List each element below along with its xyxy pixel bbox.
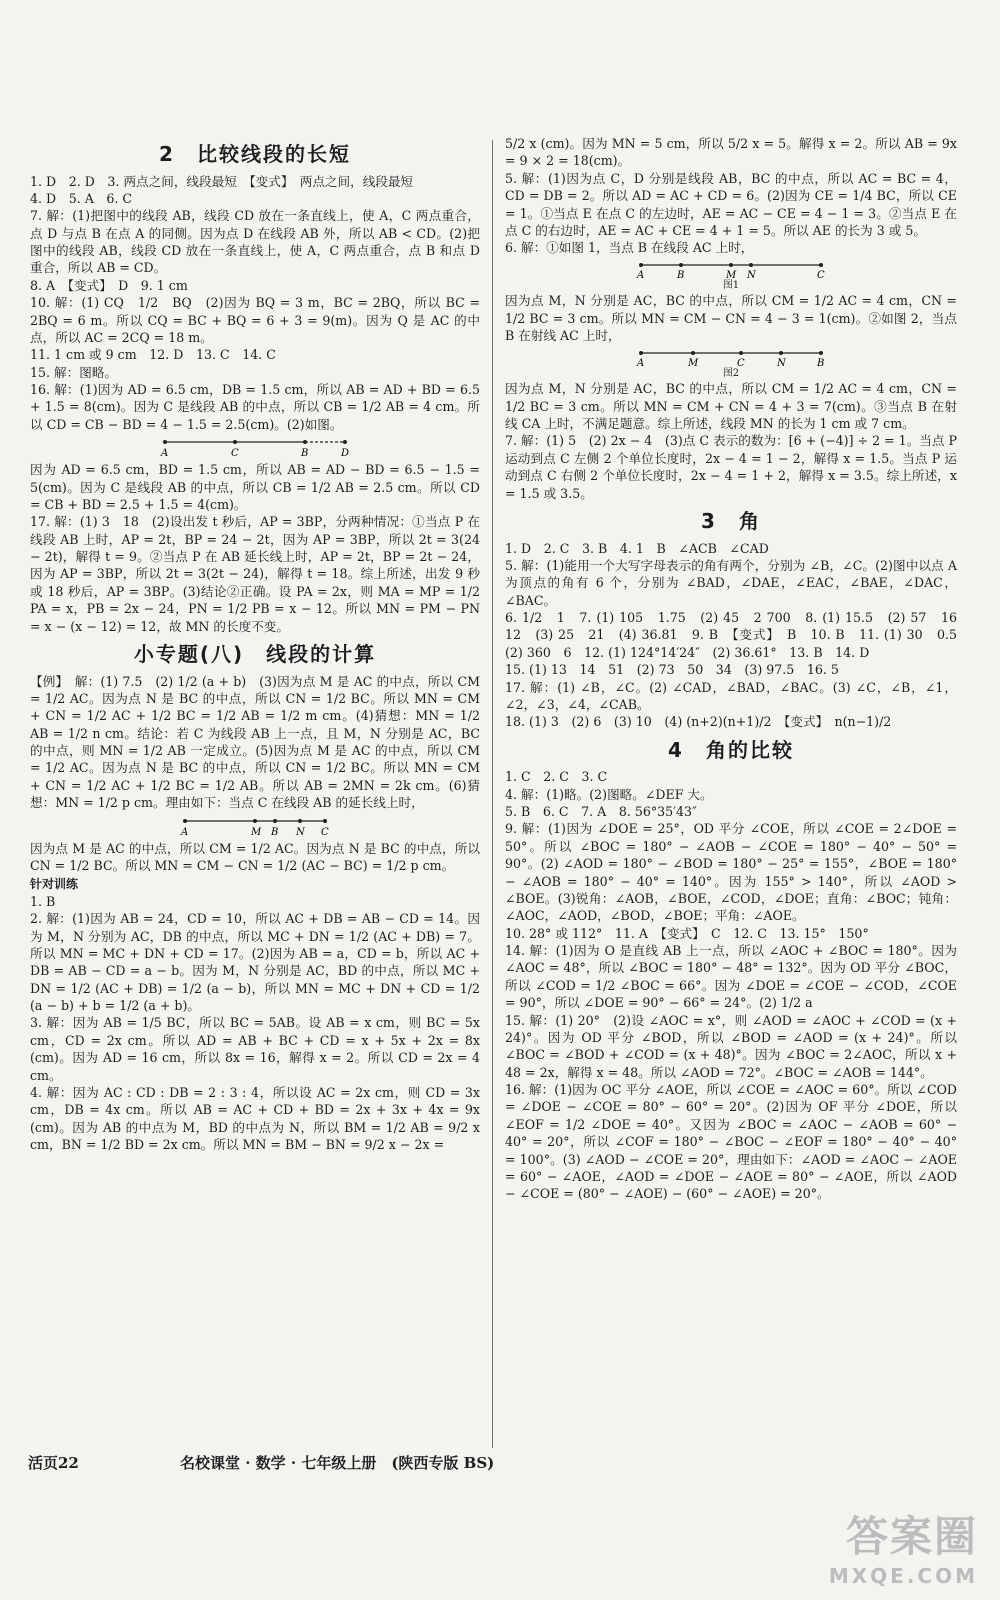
answer-line: 1. B bbox=[30, 893, 56, 909]
point-label: C bbox=[321, 826, 329, 838]
answer-line: 5. 解：(1)因为点 C，D 分别是线段 AB，BC 的中点，所以 AC = BC = 4，CD = DB = 2。所以 AD = AC + CD = 6。(2)因为 CE = 1/4 BC，所以 CE = 1。①当点 E 在点 C 的左边时，AE = AC − CE = 4 − 1 = 3。②当点 E 在点 C 的右边时，AE = AC + CE = 4 + 1 = 5。所以 AE 的长为 3 或 5。 bbox=[505, 170, 957, 238]
point-label: D bbox=[341, 448, 350, 460]
point-label: M bbox=[688, 357, 699, 369]
answer-line: 6. 解：①如图 1，当点 B 在线段 AC 上时， bbox=[505, 240, 754, 256]
answer-line: 14. 解：(1)因为 O 是直线 AB 上一点，所以 ∠AOC + ∠BOC = 180°。因为 ∠AOC = 48°，所以 ∠BOC = 180° − 48° = 132°。因为 OD 平分 ∠BOC，所以 ∠COD = 1/2 ∠BOC = 66°。因为 ∠DOE = ∠COE − ∠COD，∠COE = 90°，所以 ∠DOE = 90° − 66° = 24°。(2) 1/2 a bbox=[505, 943, 957, 1011]
answer-line: 4. 解：(1)略。(2)图略。∠DEF 大。 bbox=[505, 786, 713, 802]
answer-line: 5. 解：(1)能用一个大写字母表示的角有两个，分别为 ∠B，∠C。(2)图中以点 A 为顶点的角有 6 个，分别为 ∠BAD，∠DAE，∠EAC，∠BAE，∠DAC，∠BAC。 bbox=[505, 557, 957, 608]
section-title-angle: 3 角 bbox=[701, 508, 761, 533]
point-label: N bbox=[296, 826, 305, 838]
answer-line: 6. 1/2 1 7. (1) 105 1.75 (2) 45 2 700 8. (1) 15.5 (2) 57 16 12 (3) 25 21 (4) 36.81 9. B 【变式】 B 10. B 11. (1) 30 0.5 (2) 360 6 12. (1) 124°14′24″ (2) 36.61° 13. B 14. D bbox=[505, 610, 970, 660]
point-label: A bbox=[181, 826, 189, 838]
point-label: N bbox=[777, 357, 786, 369]
answer-line: 4. 解：因为 AC : CD : DB = 2 : 3 : 4，所以设 AC = 2x cm，则 CD = 3x cm，DB = 4x cm。所以 AB = AC + CD + BD = 2x + 3x + 4x = 9x (cm)。因为 AB 的中点为 M，BD 的中点为 N，所以 BM = 1/2 AB = 9/2 x cm，BN = 1/2 BD = 2x cm。所以 MN = BM − BN = 9/2 x − 2x = bbox=[30, 1084, 480, 1153]
answer-line: 16. 解：(1)因为 OC 平分 ∠AOE，所以 ∠COE = ∠AOC = 60°。所以 ∠COD = ∠DOE − ∠COE = 80° − 60° = 20°。(2)因为 OF 平分 ∠DOE，所以 ∠EOF = 1/2 ∠DOE = 40°。又因为 ∠BOC = ∠AOC − ∠AOB = 60° − 40° = 20°，所以 ∠COF = 180° − ∠BOC − ∠EOF = 180° − 40° − 40° = 100°。(3) ∠AOD − ∠COE = 20°，理由如下：∠AOD = ∠AOC − ∠AOE = 60° − ∠AOE，∠AOD = ∠DOE − ∠AOE = 80° − ∠AOE，所以 ∠AOD − ∠COE = (80° − ∠AOE) − (60° − ∠AOE) = 20°。 bbox=[505, 1082, 957, 1202]
segment-figure-2 bbox=[505, 347, 957, 369]
book-title: 名校课堂 · 数学 · 七年级上册 (陕西专版 BS) bbox=[180, 1454, 495, 1472]
answer-line: 因为点 M 是 AC 的中点，所以 CM = 1/2 AC。因为点 N 是 BC 的中点，所以 CN = 1/2 BC。所以 MN = CM − CN = 1/2 (AC − BC) = 1/2 p cm。 bbox=[30, 840, 480, 873]
figure-caption: 图2 bbox=[722, 367, 740, 379]
section-title-angle-compare: 4 角的比较 bbox=[668, 737, 794, 762]
point-label: A bbox=[161, 448, 169, 460]
answer-line: 15. 解：(1) 20° (2)设 ∠AOC = x°，则 ∠AOD = ∠AOC + ∠COD = (x + 24)°。因为 OD 平分 ∠BOD，所以 ∠BOD = ∠AOD = (x + 24)°。所以 ∠BOC = ∠BOD + ∠COD = (x + 48)°。因为 ∠BOC = 2∠AOC，所以 x + 48 = 2x，解得 x = 48。所以 ∠AOD = 72°。∠BOC = ∠AOB = 144°。 bbox=[505, 1012, 957, 1080]
answer-line: 因为点 M，N 分别是 AC，BC 的中点，所以 CM = 1/2 AC = 4 cm，CN = 1/2 BC = 3 cm。所以 MN = CM − CN = 4 − 3 = 1(cm)。②如图 2，当点 B 在射线 AC 上时， bbox=[505, 293, 957, 344]
figure-caption: 图1 bbox=[722, 279, 740, 291]
point-label: M bbox=[251, 826, 262, 838]
point-label: A bbox=[637, 269, 645, 281]
point-label: B bbox=[301, 448, 309, 460]
point-label: A bbox=[637, 357, 645, 369]
answer-line: 9. 解：(1)因为 ∠DOE = 25°，OD 平分 ∠COE，所以 ∠COE = 2∠DOE = 50°。所以 ∠BOC = 180° − ∠AOB − ∠COE = 180° − 40° − 50° = 90°。(2) ∠AOD = 180° − ∠BOD = 180° − 25° = 155°，∠BOE = 180° − ∠AOB = 180° − 40° = 140°。因为 155° > 140°，所以 ∠AOD > ∠BOE。(3)锐角：∠AOB，∠BOE，∠COD，∠DOE；直角：∠BOC；钝角：∠AOC，∠AOD，∠BOD，∠BOE；平角：∠AOE。 bbox=[505, 821, 957, 924]
column-divider bbox=[492, 140, 493, 1448]
answer-line: 11. 1 cm 或 9 cm 12. D 13. C 14. C bbox=[30, 347, 276, 363]
point-label: M bbox=[726, 269, 737, 281]
section-title-compare-segments: 2 比较线段的长短 bbox=[159, 142, 351, 166]
answer-line: 1. D 2. C 3. B 4. 1 B ∠ACB ∠CAD bbox=[505, 540, 769, 556]
answer-line: 因为 AD = 6.5 cm，BD = 1.5 cm，所以 AB = AD − BD = 6.5 − 1.5 = 5(cm)。因为 C 是线段 AB 的中点，所以 CB = 1/2 AB = 2.5 cm。所以 CD = CB + BD = 2.5 + 1.5 = 4(cm)。 bbox=[30, 462, 480, 512]
answer-line: 17. 解：(1) ∠B，∠C。(2) ∠CAD，∠BAD，∠BAC。(3) ∠C，∠B，∠1，∠2，∠3，∠4，∠CAB。 bbox=[505, 679, 957, 712]
answer-line: 2. 解：(1)因为 AB = 24，CD = 10，所以 AC + DB = AB − CD = 14。因为 M，N 分别为 AC，DB 的中点，所以 MC + DN = 1/2 (AC + DB) = 7。所以 MN = MC + DN + CD = 17。(2)因为 AB = a，CD = b，所以 AC + DB = AB − CD = a − b。因为 M，N 分别是 AC，BD 的中点，所以 MC + DN = 1/2 (AC + DB) = 1/2 (a − b)，所以 MN = MC + DN + CD = 1/2 (a − b) + b = 1/2 (a + b)。 bbox=[30, 911, 480, 1014]
point-label: C bbox=[737, 357, 745, 369]
answer-line: 15. (1) 13 14 51 (2) 73 50 34 (3) 97.5 16. 5 bbox=[505, 662, 839, 678]
left-column bbox=[30, 135, 480, 1153]
page-number: 活页22 bbox=[28, 1454, 79, 1472]
segment-figure-example bbox=[30, 814, 480, 838]
segment-figure-q16 bbox=[30, 435, 480, 459]
answer-line: 10. 28° 或 112° 11. A 【变式】 C 12. C 13. 15° 150° bbox=[505, 925, 869, 941]
answer-line: 3. 解：因为 AB = 1/5 BC，所以 BC = 5AB。设 AB = x cm，则 BC = 5x cm，CD = 2x cm。所以 AD = AB + BC + CD = x + 5x + 2x = 8x (cm)。因为 AD = 16 cm，所以 8x = 16，解得 x = 2。所以 CD = 2x = 4 cm。 bbox=[30, 1015, 480, 1083]
practice-subheading: 针对训练 bbox=[30, 877, 79, 892]
answer-line: 1. C 2. C 3. C bbox=[505, 769, 608, 785]
answer-line: 【例】 解：(1) 7.5 (2) 1/2 (a + b) (3)因为点 M 是 AC 的中点，所以 CM = 1/2 AC。因为点 N 是 BC 的中点，所以 CN = 1/2 BC。所以 MN = CM + CN = 1/2 AC + 1/2 BC = 1/2 AB = 1/2 m cm。(4)猜想：MN = 1/2 AB = 1/2 n cm。结论：若 C 为线段 AB 上一点，且 M，N 分别是 AC，BC 的中点，则 MN = 1/2 AB 一定成立。(5)因为点 M 是 AC 的中点，所以 CM = 1/2 AC。因为点 N 是 BC 的中点，所以 CN = 1/2 BC。所以 MN = CM + CN = 1/2 AC + 1/2 BC = 1/2 AB。所以 AB = 2MN = 2k cm。(6)猜想：MN = 1/2 p cm。理由如下：当点 C 在线段 AB 的延长线上时， bbox=[30, 673, 480, 811]
section-title-segment-calc: 小专题(八) 线段的计算 bbox=[133, 641, 377, 666]
point-label: B bbox=[817, 357, 825, 369]
answer-line: 7. 解：(1)把图中的线段 AB，线段 CD 放在一条直线上，使 A，C 两点重合，点 D 与点 B 在点 A 的同侧。因为点 D 在线段 AB 外，所以 AB < CD。(2)把图中的线段 AB，线段 CD 放在一条直线上，使 A，C 两点重合，点 B 和点 D 重合，所以 AB = CD。 bbox=[30, 208, 480, 276]
answer-line: 8. A 【变式】 D 9. 1 cm bbox=[30, 277, 188, 293]
point-label: B bbox=[271, 826, 279, 838]
watermark-brand: 答案圈 bbox=[845, 1512, 978, 1561]
point-label: C bbox=[231, 448, 239, 460]
site-watermark bbox=[829, 1504, 978, 1588]
point-label: N bbox=[747, 269, 756, 281]
answer-line: 5/2 x (cm)。因为 MN = 5 cm，所以 5/2 x = 5。解得 x = 2。所以 AB = 9x = 9 × 2 = 18(cm)。 bbox=[505, 136, 957, 169]
answer-line: 16. 解：(1)因为 AD = 6.5 cm，DB = 1.5 cm，所以 AB = AD + BD = 6.5 + 1.5 = 8(cm)。因为 C 是线段 AB 的中点，所以 CB = 1/2 AB = 4 cm。所以 CD = CB − BD = 4 − 1.5 = 2.5(cm)。(2)如图。 bbox=[30, 382, 480, 432]
answer-line: 10. 解：(1) CQ 1/2 BQ (2)因为 BQ = 3 m，BC = 2BQ，所以 BC = 2BQ = 6 m。所以 CQ = BC + BQ = 6 + 3 = 9(m)。因为 Q 是 AC 的中点，所以 AC = 2CQ = 18 m。 bbox=[30, 295, 480, 345]
segment-figure-1 bbox=[505, 259, 957, 281]
answer-line: 4. D 5. A 6. C bbox=[30, 190, 133, 206]
answer-line: 7. 解：(1) 5 (2) 2x − 4 (3)点 C 表示的数为：[6 + (−4)] ÷ 2 = 1。当点 P 运动到点 C 左侧 2 个单位长度时，2x − 4 = 1 − 2，解得 x = 1.5。当点 P 运动到点 C 右侧 2 个单位长度时，2x − 4 = 1 + 2，解得 x = 3.5。综上所述，x = 1.5 或 3.5。 bbox=[505, 433, 957, 501]
point-label: B bbox=[677, 269, 685, 281]
answer-line: 17. 解：(1) 3 18 (2)设出发 t 秒后，AP = 3BP，分两种情况：①当点 P 在线段 AB 上时，AP = 2t，BP = 24 − 2t，因为 AP = 3BP，所以 2t = 3(24 − 2t)，解得 t = 9。②当点 P 在 AB 延长线上时，AP = 2t，BP = 2t − 24，因为 AP = 3BP，所以 2t = 3(2t − 24)，解得 t = 18。综上所述，出发 9 秒或 18 秒后，AP = 3BP。(3)结论②正确。设 PA = 2x，则 MA = MP = 1/2 PA = x，PB = 2x − 24，PN = 1/2 PB = x − 12。所以 MN = PM − PN = x − (x − 12) = 12，故 MN 的长度不变。 bbox=[30, 514, 480, 634]
watermark-url: MXQE.COM bbox=[828, 1564, 978, 1588]
answer-line: 5. B 6. C 7. A 8. 56°35′43″ bbox=[505, 804, 697, 820]
answer-line: 因为点 M，N 分别是 AC，BC 的中点，所以 CM = 1/2 AC = 4 cm，CN = 1/2 BC = 3 cm。所以 MN = CM + CN = 4 + 3 = 7(cm)。③当点 B 在射线 CA 上时，不满足题意。综上所述，线段 MN 的长为 1 cm 或 7 cm。 bbox=[505, 381, 957, 432]
point-label: C bbox=[817, 269, 825, 281]
answer-line: 15. 解：图略。 bbox=[30, 364, 118, 380]
right-column bbox=[505, 135, 970, 1203]
answer-line: 18. (1) 3 (2) 6 (3) 10 (4) (n+2)(n+1)/2 【变式】 n(n−1)/2 bbox=[505, 714, 892, 730]
answer-line: 1. D 2. D 3. 两点之间，线段最短 【变式】 两点之间，线段最短 bbox=[30, 173, 414, 189]
